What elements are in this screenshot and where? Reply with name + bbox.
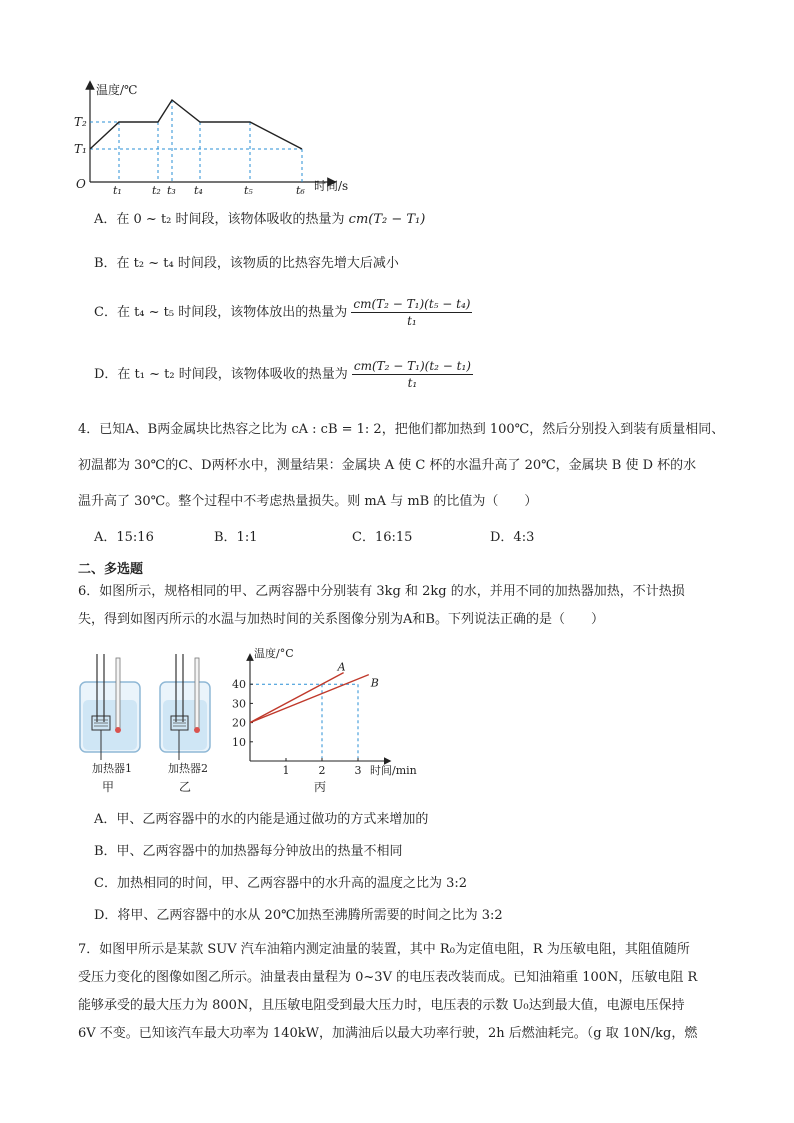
chart-y-label: 温度/°C <box>254 647 294 660</box>
q4-option-a[interactable]: A．15:16 <box>94 530 154 545</box>
y-axis-label: 温度/℃ <box>96 83 138 97</box>
q3-option-d-numerator: cm(T₂ − T₁)(t₂ − t₁) <box>353 359 471 373</box>
y-tick-label-10: 10 <box>232 735 246 749</box>
y-tick-label-20: 20 <box>232 716 246 730</box>
q7-line-2: 受压力变化的图像如图乙所示。油量表由量程为 0~3V 的电压表改装而成。已知油箱重 100N，压敏电阻 R <box>78 970 698 985</box>
x-tick-label-3: 3 <box>354 764 362 777</box>
tick-t2: t₂ <box>152 184 161 195</box>
chart-x-label: 时间/min <box>370 764 417 777</box>
q3-option-a-text: A．在 0 ~ t₂ 时间段，该物体吸收的热量为 <box>94 212 345 227</box>
y-tick-label-30: 30 <box>232 697 246 711</box>
series-label-B: B <box>370 676 379 690</box>
q4-option-d[interactable]: D．4:3 <box>490 530 535 545</box>
temperature-curve <box>90 100 302 149</box>
tick-T1: T₁ <box>74 142 87 156</box>
q7-line-3: 能够承受的最大压力为 800N，且压敏电阻受到最大压力时，电压表的示数 U₀达到最大值，电源电压保持 <box>78 998 685 1013</box>
q6-line-2: 失，得到如图丙所示的水温与加热时间的关系图像分别为A和B。下列说法正确的是（ ） <box>78 612 604 627</box>
series-label-A: A <box>337 660 346 674</box>
tick-t4: t₄ <box>194 184 203 195</box>
q3-option-b-text: B．在 t₂ ~ t₄ 时间段，该物质的比热容先增大后减小 <box>94 256 399 271</box>
q7-line-1: 7．如图甲所示是某款 SUV 汽车油箱内测定油量的装置，其中 R₀为定值电阻，R 为压敏电阻，其阻值随所 <box>78 942 690 957</box>
q4-line-1: 4．已知A、B两金属块比热容之比为 cA : cB = 1: 2，把他们都加热到 100℃，然后分别投入到装有质量相同、 <box>78 422 725 437</box>
temperature-time-chart-bing <box>230 645 430 795</box>
q3-option-a[interactable] <box>94 210 425 230</box>
q3-option-d-denominator: t₁ <box>407 376 418 390</box>
x-tick-label-2: 2 <box>318 764 326 777</box>
label-yi: 乙 <box>179 780 192 794</box>
beaker-jia <box>80 654 140 760</box>
q3-option-a-expr: cm(T₂ − T₁) <box>348 212 426 227</box>
q3-option-c-numerator: cm(T₂ − T₁)(t₅ − t₄) <box>353 297 471 311</box>
q4-line-2: 初温都为 30℃的C、D两杯水中，测量结果：金属块 A 使 C 杯的水温升高了 20℃，金属块 B 使 D 杯的水 <box>78 458 697 473</box>
series-line-A <box>250 673 344 723</box>
q6-option-c[interactable]: C．加热相同的时间，甲、乙两容器中的水升高的温度之比为 3:2 <box>94 876 468 891</box>
section-heading: 二、多选题 <box>78 562 144 577</box>
q3-option-d-text: D．在 t₁ ~ t₂ 时间段，该物体吸收的热量为 <box>94 367 348 382</box>
heater-1-label: 加热器1 <box>92 762 132 775</box>
q3-option-d[interactable] <box>94 358 473 391</box>
q7-line-4: 6V 不变。已知该汽车最大功率为 140kW，加满油后以最大功率行驶，2h 后燃油耗完。（g 取 10N/kg，燃 <box>78 1026 698 1041</box>
chart-origin-caption: 丙 <box>314 780 327 794</box>
tick-t5: t₅ <box>244 184 253 195</box>
q3-option-d-fraction <box>352 358 473 391</box>
heater-2-label: 加热器2 <box>168 762 208 775</box>
q6-option-a[interactable]: A．甲、乙两容器中的水的内能是通过做功的方式来增加的 <box>94 812 429 827</box>
q6-option-d[interactable]: D．将甲、乙两容器中的水从 20℃加热至沸腾所需要的时间之比为 3:2 <box>94 908 503 923</box>
tick-T2: T₂ <box>74 115 87 129</box>
q3-option-b[interactable] <box>94 254 399 274</box>
q6-option-b[interactable]: B．甲、乙两容器中的加热器每分钟放出的热量不相同 <box>94 844 403 859</box>
q3-option-c-fraction <box>351 296 472 329</box>
origin-label: O <box>76 177 86 191</box>
temperature-time-graph <box>70 80 370 195</box>
y-tick-label-40: 40 <box>232 678 246 692</box>
q4-option-b[interactable]: B．1:1 <box>214 530 258 545</box>
q3-option-c-denominator: t₁ <box>407 314 417 328</box>
series-line-B <box>250 675 369 723</box>
q6-line-1: 6．如图所示，规格相同的甲、乙两容器中分别装有 3kg 和 2kg 的水，并用不同的加热器加热，不计热损 <box>78 584 685 599</box>
x-axis-label: 时间/s <box>314 179 349 193</box>
tick-t1: t₁ <box>113 184 122 195</box>
q4-line-3: 温升高了 30℃。整个过程中不考虑热量损失。则 mA 与 mB 的比值为（ ） <box>78 494 538 509</box>
x-tick-label-1: 1 <box>282 764 290 777</box>
label-jia: 甲 <box>102 780 115 794</box>
beaker-illustrations <box>72 652 242 797</box>
tick-t3: t₃ <box>167 184 176 195</box>
beaker-yi <box>160 654 210 760</box>
q3-option-c[interactable] <box>94 296 472 329</box>
q4-option-c[interactable]: C．16:15 <box>352 530 413 545</box>
q3-option-c-text: C．在 t₄ ~ t₅ 时间段，该物体放出的热量为 <box>94 305 348 320</box>
tick-t6: t₆ <box>296 184 305 195</box>
